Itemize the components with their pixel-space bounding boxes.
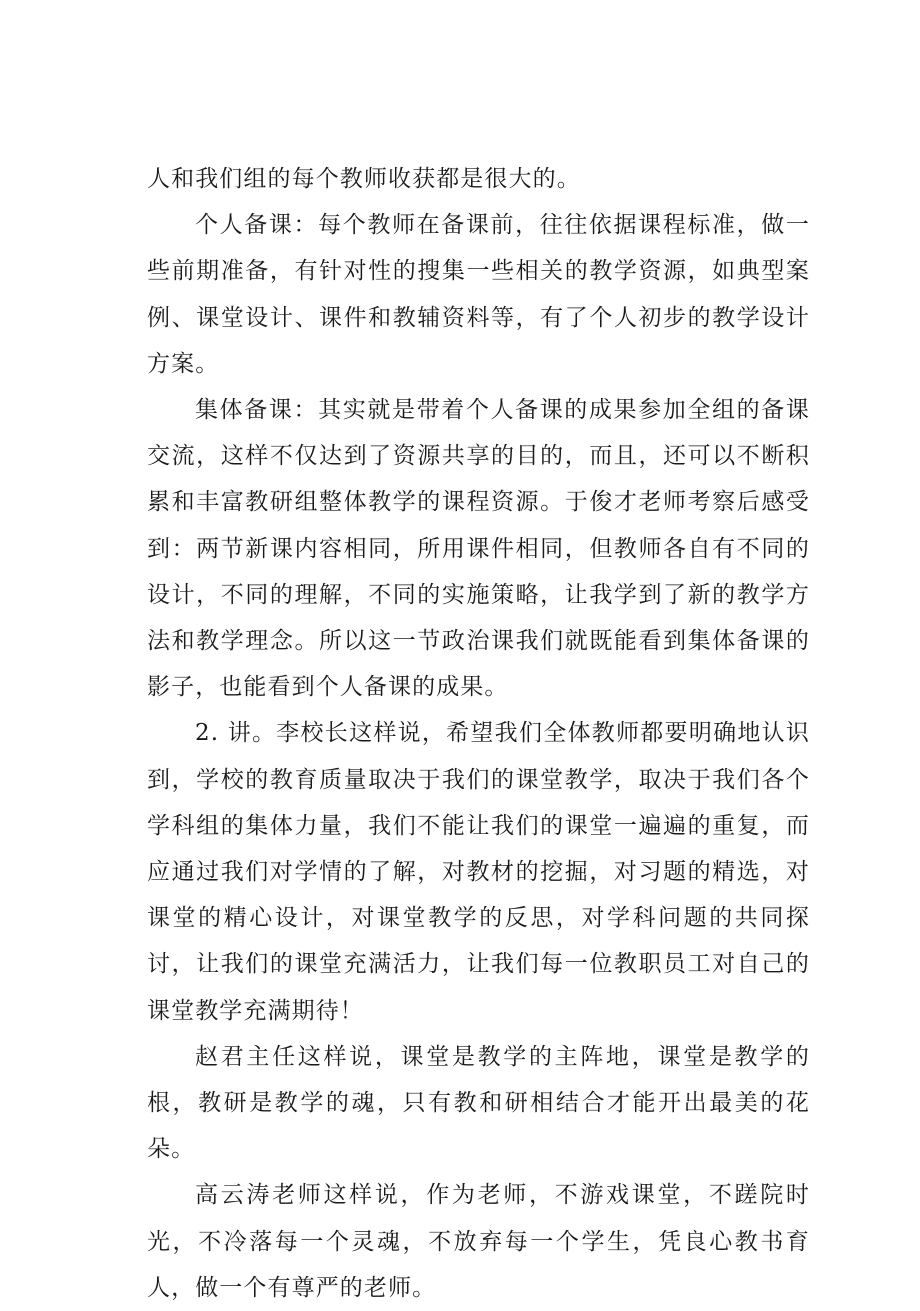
- document-body: [147, 156, 810, 1311]
- paragraph-4: 2. 讲。李校长这样说，希望我们全体教师都要明确地认识到，学校的教育质量取决于我们的课堂教学，取决于我们各个学科组的集体力量，我们不能让我们的课堂一遍遍的重复，而应通过我们对学情的了解，对教材的挖掘，对习题的精选，对课堂的精心设计，对课堂教学的反思，对学科问题的共同探讨，让我们的课堂充满活力，让我们每一位教职员工对自己的课堂教学充满期待！: [147, 720, 810, 1024]
- paragraph-2: 个人备课：每个教师在备课前，往往依据课程标准，做一些前期准备，有针对性的搜集一些相关的教学资源，如典型案例、课堂设计、课件和教辅资料等，有了个人初步的教学设计方案。: [147, 212, 810, 377]
- paragraph-5: 赵君主任这样说，课堂是教学的主阵地，课堂是教学的根，教研是教学的魂，只有教和研相结合才能开出最美的花朵。: [147, 1043, 810, 1163]
- paragraph-3: 集体备课：其实就是带着个人备课的成果参加全组的备课交流，这样不仅达到了资源共享的目的，而且，还可以不断积累和丰富教研组整体教学的课程资源。于俊才老师考察后感受到：两节新课内容相同，所用课件相同，但教师各自有不同的设计，不同的理解，不同的实施策略，让我学到了新的教学方法和教学理念。所以这一节政治课我们就既能看到集体备课的影子，也能看到个人备课的成果。: [147, 397, 810, 701]
- paragraph-1: 人和我们组的每个教师收获都是很大的。: [147, 166, 581, 192]
- paragraph-6: 高云涛老师这样说，作为老师，不游戏课堂，不蹉院时光，不冷落每一个灵魂，不放弃每一个学生，凭良心教书育人，做一个有尊严的老师。: [147, 1182, 810, 1301]
